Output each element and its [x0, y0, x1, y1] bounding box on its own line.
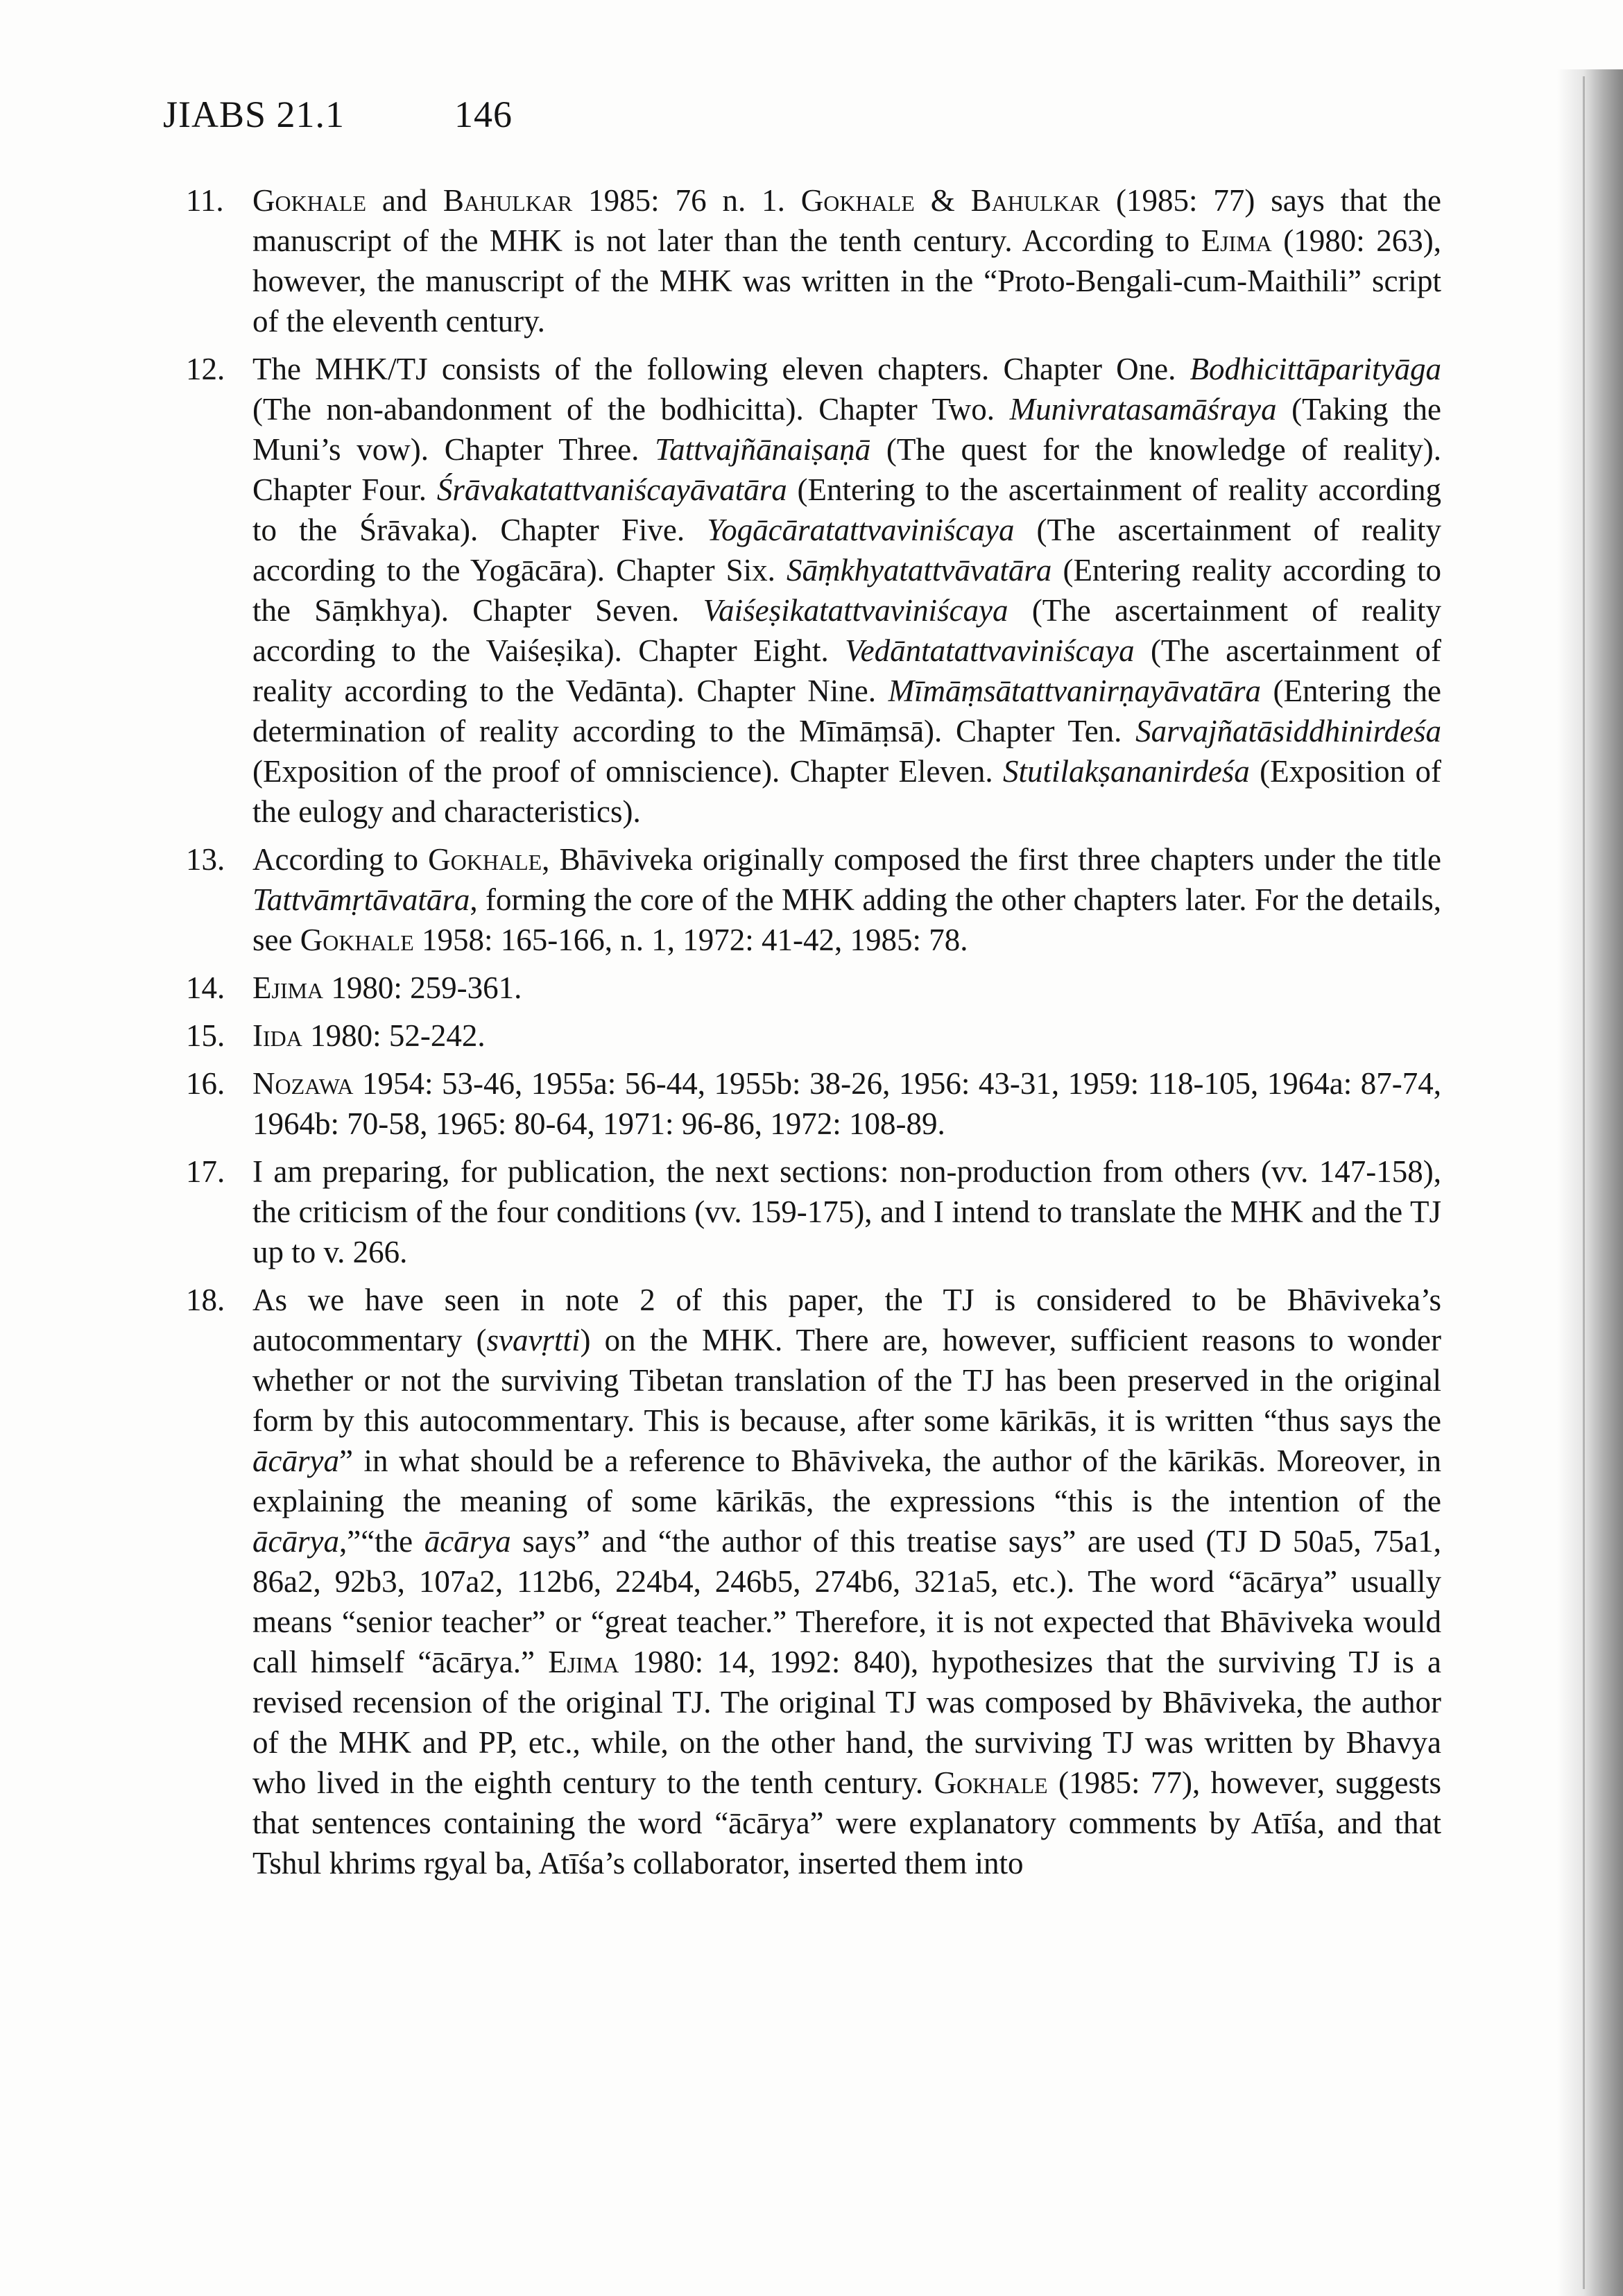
- author-name: Iida: [252, 1018, 302, 1053]
- text-segment: ) on the MHK. There are, however, sufficient reasons to wonder whether or not the surviving Tibetan translation of the TJ has been preserved in the original form by this autocommentary. This is because, after some kārikās, it is written “thus says the: [252, 1323, 1441, 1438]
- running-head: [163, 90, 513, 139]
- italic-term: Tattvajñānaiṣaṇā: [655, 432, 871, 467]
- text-segment: (The quest for the knowledge of reality). Chapter Four.: [252, 432, 1441, 507]
- endnote: [186, 349, 1441, 832]
- text-segment: 1980: 14, 1992: 840), hypothesizes that the surviving TJ is a revised recension of the original TJ. The original TJ was composed by Bhāviveka, the author of the MHK and PP, etc., while, on the other hand, the surviving TJ was written by Bhavya who lived in the eighth century to the tenth century.: [252, 1645, 1441, 1800]
- italic-term: Munivratasamāśraya: [1009, 392, 1277, 427]
- text-segment: 1985: 76 n. 1.: [572, 183, 801, 218]
- endnote-text: [252, 968, 1441, 1008]
- author-name: Gokhale: [252, 183, 367, 218]
- endnote-number: 16.: [186, 1066, 225, 1101]
- italic-term: Tattvāmṛtāvatāra: [252, 882, 470, 917]
- italic-term: Śrāvakatattvaniścayāvatāra: [436, 472, 787, 507]
- text-segment: and: [366, 183, 443, 218]
- endnote: [186, 180, 1441, 341]
- text-segment: (1985: 77) says that the manuscript of the MHK is not later than the tenth century. According to: [252, 183, 1441, 258]
- author-name: Gokhale: [934, 1765, 1048, 1800]
- endnote-number: 15.: [186, 1018, 225, 1053]
- text-segment: 1980: 52-242.: [302, 1018, 486, 1053]
- italic-term: Mīmāṃsātattvanirṇayāvatāra: [888, 674, 1262, 708]
- text-segment: I am preparing, for publication, the next sections: non-production from others (vv. 147-158), the criticism of the four conditions (vv. 159-175), and I intend to translate the MHK and the TJ up to v. 266.: [252, 1154, 1441, 1269]
- endnote: [186, 1016, 1441, 1056]
- text-segment: According to: [252, 842, 429, 877]
- italic-term: Vedāntatattvaviniścaya: [845, 633, 1135, 668]
- endnote-text: [252, 839, 1441, 960]
- endnotes-list: [186, 180, 1441, 1891]
- endnote-text: [252, 1016, 1441, 1056]
- endnote: [186, 1151, 1441, 1272]
- text-segment: says” and “the author of this treatise says” are used (TJ D 50a5, 75a1, 86a2, 92b3, 107a2, 112b6, 224b4, 246b5, 274b6, 321a5, etc.). The word “ācārya” usually means “senior teacher” or “great teacher.” Therefore, it is not expected that Bhāviveka would call himself “ācārya.”: [252, 1524, 1441, 1679]
- endnote-number: 13.: [186, 842, 225, 877]
- italic-term: Sarvajñatāsiddhinirdeśa: [1135, 714, 1441, 748]
- italic-term: Vaiśeṣikatattvaviniścaya: [703, 593, 1008, 628]
- author-name: Ejima: [252, 970, 324, 1005]
- text-segment: The MHK/TJ consists of the following eleven chapters. Chapter One.: [252, 352, 1190, 386]
- endnote-number: 12.: [186, 352, 225, 386]
- endnote-text: [252, 1151, 1441, 1272]
- author-name: Gokhale: [800, 183, 915, 218]
- scan-shadow-edge: [1557, 69, 1623, 2296]
- endnote: [186, 1280, 1441, 1883]
- italic-term: Bodhicittāparityāga: [1190, 352, 1441, 386]
- text-segment: , Bhāviveka originally composed the first three chapters under the title: [542, 842, 1441, 877]
- page-number: 146: [454, 94, 513, 135]
- text-segment: (1980: 263), however, the manuscript of the MHK was written in the “Proto-Bengali-cum-Maithili” script of the eleventh century.: [252, 223, 1441, 339]
- scan-binding-line: [1583, 76, 1585, 2289]
- endnote-text: [252, 180, 1441, 341]
- text-segment: (Exposition of the eulogy and characteristics).: [252, 754, 1441, 829]
- endnote-number: 14.: [186, 970, 225, 1005]
- text-segment: 1958: 165-166, n. 1, 1972: 41-42, 1985: 78.: [413, 923, 968, 957]
- italic-term: ācārya: [424, 1524, 511, 1559]
- text-segment: 1954: 53-46, 1955a: 56-44, 1955b: 38-26, 1956: 43-31, 1959: 118-105, 1964a: 87-74, 1964b: 70-58, 1965: 80-64, 1971: 96-86, 1972: 108-89.: [252, 1066, 1441, 1141]
- endnote-number: 18.: [186, 1283, 225, 1317]
- italic-term: Stutilakṣananirdeśa: [1002, 754, 1250, 789]
- endnote: [186, 1063, 1441, 1144]
- endnote-text: [252, 349, 1441, 832]
- text-segment: &: [914, 183, 971, 218]
- endnote: [186, 968, 1441, 1008]
- author-name: Bahulkar: [443, 183, 573, 218]
- text-segment: (The non-abandonment of the bodhicitta). Chapter Two.: [252, 392, 1010, 427]
- text-segment: (Taking the Muni’s vow). Chapter Three.: [252, 392, 1441, 467]
- italic-term: Yogācāratattvaviniścaya: [707, 513, 1015, 547]
- endnote-text: [252, 1280, 1441, 1883]
- text-segment: ” in what should be a reference to Bhāviveka, the author of the kārikās. Moreover, in explaining the meaning of some kārikās, the expressions “this is the intention of the: [252, 1443, 1441, 1518]
- italic-term: ācārya: [252, 1443, 339, 1478]
- endnote: [186, 839, 1441, 960]
- text-segment: (The ascertainment of reality according to the Yogācāra). Chapter Six.: [252, 513, 1441, 588]
- text-segment: As we have seen in note 2 of this paper, the TJ is considered to be Bhāviveka’s autocommentary (: [252, 1283, 1441, 1357]
- italic-term: svavṛtti: [486, 1323, 581, 1357]
- author-name: Ejima: [548, 1645, 619, 1679]
- text-segment: , forming the core of the MHK adding the other chapters later. For the details, see: [252, 882, 1441, 957]
- author-name: Bahulkar: [970, 183, 1101, 218]
- author-name: Gokhale: [300, 923, 414, 957]
- endnote-text: [252, 1063, 1441, 1144]
- author-name: Ejima: [1201, 223, 1272, 258]
- endnote-number: 11.: [186, 183, 224, 218]
- italic-term: ācārya: [252, 1524, 339, 1559]
- text-segment: (Entering the determination of reality according to the Mīmāṃsā). Chapter Ten.: [252, 674, 1441, 748]
- text-segment: (The ascertainment of reality according to the Vedānta). Chapter Nine.: [252, 633, 1441, 708]
- text-segment: ,”“the: [338, 1524, 424, 1559]
- text-segment: (The ascertainment of reality according to the Vaiśeṣika). Chapter Eight.: [252, 593, 1442, 668]
- text-segment: (1985: 77), however, suggests that sentences containing the word “ācārya” were explanatory comments by Atīśa, and that Tshul khrims rgyal ba, Atīśa’s collaborator, inserted them into: [252, 1765, 1441, 1881]
- text-segment: (Entering to the ascertainment of reality according to the Śrāvaka). Chapter Five.: [252, 472, 1441, 547]
- journal-title: JIABS 21.1: [163, 94, 345, 135]
- text-segment: (Entering reality according to the Sāṃkhya). Chapter Seven.: [252, 553, 1441, 628]
- author-name: Nozawa: [252, 1066, 354, 1101]
- text-segment: (Exposition of the proof of omniscience). Chapter Eleven.: [252, 754, 1003, 789]
- author-name: Gokhale: [428, 842, 542, 877]
- endnote-number: 17.: [186, 1154, 225, 1189]
- text-segment: 1980: 259-361.: [323, 970, 522, 1005]
- italic-term: Sāṃkhyatattvāvatāra: [786, 553, 1052, 588]
